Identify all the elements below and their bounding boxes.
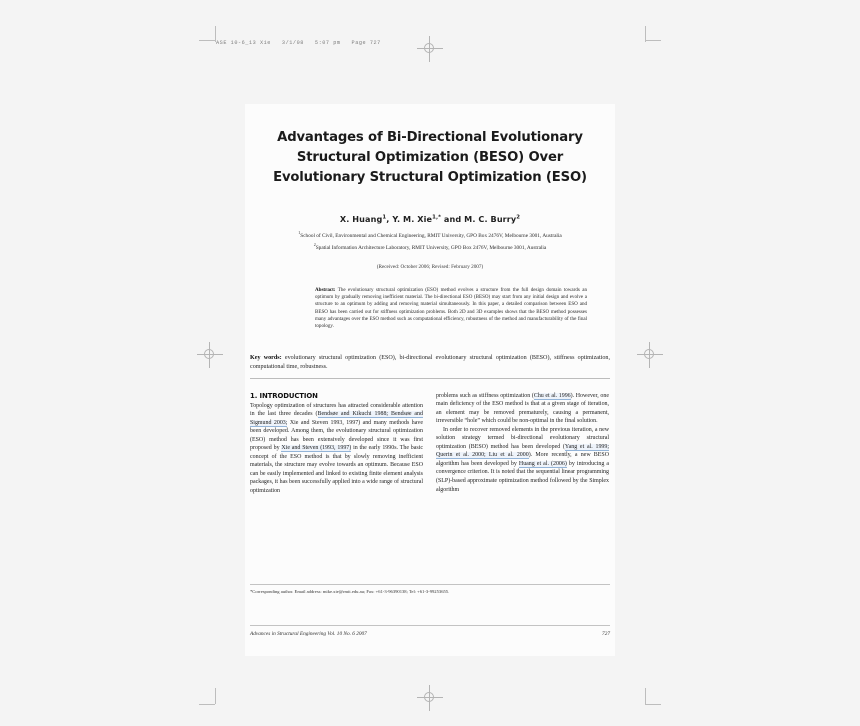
- registration-mark-right: [637, 342, 663, 368]
- abstract-text: The evolutionary structural optimization (ESO) method evolves a structure from the full design domain towards an optimum by gradually removing inefficient material. The bi-directional ESO (BESO) may start from any initial design and evolve a structure to an optimum by adding and removing material simultaneously. In this paper, a detailed comparison between ESO and BESO has been carried out for stiffness optimization problems. Both 2D and 3D examples shows that the BESO method possesses many advantages over the ESO method such as computational efficiency, robustness of the method and manufacturability of the final topology.: [315, 286, 587, 330]
- para-left-1-b: Xie and Steven 1993, 1997) and many methods have been developed. Among them, the evolutionary structural optimization (ESO) method has been extensively developed since it was first proposed by: [250, 419, 423, 452]
- section-heading-introduction: 1. INTRODUCTION: [250, 391, 318, 400]
- corresponding-author-footnote: *Corresponding author. Email address: mike.xie@rmit.edu.au; Fax: +61-3-96390138; Tel: +61-3-99253655.: [250, 589, 450, 594]
- para-left-1-a: Topology optimization of structures has attracted considerable attention in the last three decades (: [250, 402, 423, 418]
- registration-mark-left: [197, 342, 223, 368]
- affiliation-2: $^2$Spatial Information Architecture Laboratory, RMIT University, GPO Box 2476V, Melbourne 3001, Australia: [313, 242, 547, 252]
- affiliation-marker-1: 1: [298, 230, 301, 235]
- para-right-1-a: problems such as stiffness optimization (: [436, 392, 534, 399]
- keywords-text: evolutionary structural optimization (ESO), bi-directional evolutionary structural optimization (BESO), stiffness optimization, computational time, robustness.: [250, 354, 610, 370]
- keywords-divider: [250, 378, 610, 379]
- keywords-label: Key words:: [250, 354, 282, 361]
- journal-citation: Advances in Structural Engineering Vol. 10 No. 6 2007: [250, 631, 367, 637]
- abstract-label: Abstract:: [315, 286, 336, 293]
- author-line: X. Huang$^1$, Y. M. Xie$^{1,*}$ and M. C. Burry$^2$: [339, 214, 521, 224]
- affiliation-marker-2: 2: [313, 242, 316, 248]
- citation-chu[interactable]: Chu et al. 1996: [533, 392, 571, 399]
- para-right-2-b: ). More recently, a new BESO algorithm has been developed by: [436, 452, 609, 467]
- column-left: [250, 392, 423, 496]
- page-title: Advantages of Bi-Directional Evolutionary Structural Optimization (BESO) Over Evolutionary Structural Optimization (ESO): [273, 130, 587, 185]
- footnote-block: [250, 584, 610, 595]
- registration-mark-bottom: [417, 685, 443, 711]
- citation-bendsoe[interactable]: Bendsøe and Kikuchi 1988; Bendsøe and Sigmund 2003;: [250, 411, 423, 426]
- paragraph-left-1: [250, 402, 423, 496]
- citation-xie-steven[interactable]: Xie and Steven (1993, 1997): [281, 445, 352, 452]
- keywords-block: [250, 354, 610, 372]
- page-sheet: [245, 104, 615, 656]
- column-right: [436, 392, 609, 496]
- affiliation-1: $^1$School of Civil, Environmental and Chemical Engineering, RMIT University, GPO Box 2476V, Melbourne 3001, Australia: [298, 230, 562, 239]
- author-sup-3: 2: [516, 214, 521, 221]
- author-sup-1: 1: [382, 214, 387, 221]
- received-dates: (Received: October 2006; Revised: February 2007): [376, 263, 484, 270]
- para-right-2-a: In order to recover removed elements in the previous iteration, a new solution strategy termed bi-directional evolutionary structural optimization (BESO) method has been developed (: [436, 426, 609, 450]
- body-columns: [250, 392, 610, 496]
- paragraph-right-2: [436, 426, 609, 494]
- citation-huang[interactable]: Huang et al. (2006): [518, 460, 567, 467]
- page-body: [245, 104, 615, 637]
- para-left-1-c: in the early 1990s. The basic concept of the ESO method is that by slowly removing inefficient materials, the structure may evolve towards an optimum. Because ESO can be easily implemented and linked to existing finite element analysis packages, it has been successfully applied into a wide range of structural optimization: [250, 445, 423, 494]
- paragraph-right-1: [436, 392, 609, 426]
- print-slug: ASE 10-6_13 Xie 3/1/08 5:07 pm Page 727: [216, 40, 381, 46]
- page-number: 727: [602, 631, 610, 637]
- para-right-2-c: by introducing a convergence criterion. It is noted that the sequential linear programming (SLP)-based approximate optimization method followed by the Simplex algorithm: [436, 460, 610, 493]
- para-right-1-b: ). However, one main deficiency of the ESO method is that at a given stage of iteration, an element may be removed prematurely, causing a permanent, irreversible “hole” which could be non-optimal in the final solution.: [436, 392, 610, 425]
- author-sup-2: 1,*: [432, 214, 442, 221]
- citation-yang-querin-liu[interactable]: Yang et al. 1999; Querin et al. 2000; Liu et al. 2000: [436, 443, 609, 459]
- footnote-divider: [250, 584, 610, 585]
- page-footer: [250, 631, 610, 637]
- abstract-block: [315, 287, 587, 331]
- registration-mark-top: [417, 36, 443, 62]
- footer-divider: [250, 625, 610, 626]
